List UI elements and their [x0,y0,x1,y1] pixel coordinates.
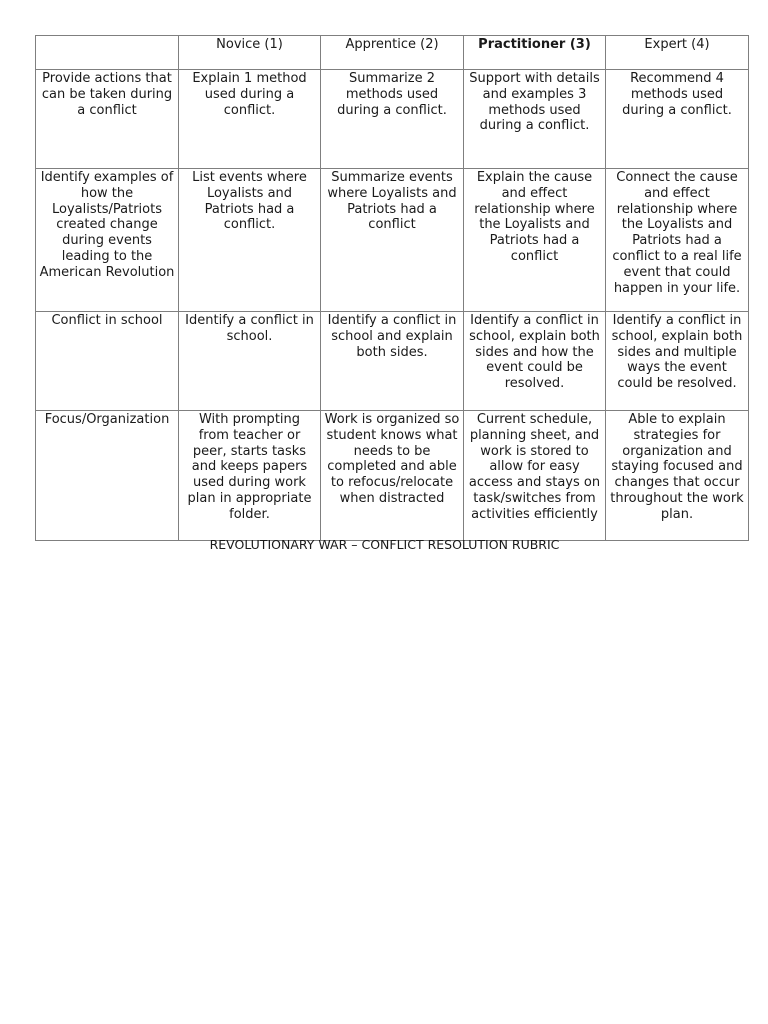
novice-cell: Explain 1 method used during a conflict. [179,70,321,169]
header-row [36,36,749,70]
apprentice-cell: Identify a conflict in school and explain both sides. [321,312,464,411]
criterion-cell: Focus/Organization [36,411,179,541]
apprentice-cell: Work is organized so student knows what needs to be completed and able to refocus/relocate when distracted [321,411,464,541]
criterion-cell: Conflict in school [36,312,179,411]
novice-cell: List events where Loyalists and Patriots had a conflict. [179,169,321,312]
table-row [36,70,749,169]
header-cell-novice: Novice (1) [179,36,321,70]
header-cell-expert: Expert (4) [606,36,749,70]
novice-cell: Identify a conflict in school. [179,312,321,411]
expert-cell: Identify a conflict in school, explain both sides and multiple ways the event could be resolved. [606,312,749,411]
expert-cell: Connect the cause and effect relationship where the Loyalists and Patriots had a conflict to a real life event that could happen in your life. [606,169,749,312]
table-caption: REVOLUTIONARY WAR – CONFLICT RESOLUTION RUBRIC [209,537,560,552]
practitioner-cell: Identify a conflict in school, explain both sides and how the event could be resolved. [464,312,606,411]
criterion-cell: Identify examples of how the Loyalists/Patriots created change during events leading to the American Revolution [36,169,179,312]
expert-cell: Recommend 4 methods used during a conflict. [606,70,749,169]
criterion-cell: Provide actions that can be taken during a conflict [36,70,179,169]
practitioner-cell: Explain the cause and effect relationship where the Loyalists and Patriots had a conflict [464,169,606,312]
practitioner-cell: Support with details and examples 3 methods used during a conflict. [464,70,606,169]
novice-cell: With prompting from teacher or peer, starts tasks and keeps papers used during work plan in appropriate folder. [179,411,321,541]
apprentice-cell: Summarize 2 methods used during a conflict. [321,70,464,169]
table-row [36,411,749,541]
header-cell-criteria [36,36,179,70]
table-row [36,312,749,411]
apprentice-cell: Summarize events where Loyalists and Patriots had a conflict [321,169,464,312]
table-row [36,169,749,312]
rubric-table [35,35,749,541]
practitioner-cell: Current schedule, planning sheet, and work is stored to allow for easy access and stays on task/switches from activities efficiently [464,411,606,541]
header-cell-practitioner: Practitioner (3) [464,36,606,70]
header-cell-apprentice: Apprentice (2) [321,36,464,70]
expert-cell: Able to explain strategies for organization and staying focused and changes that occur throughout the work plan. [606,411,749,541]
